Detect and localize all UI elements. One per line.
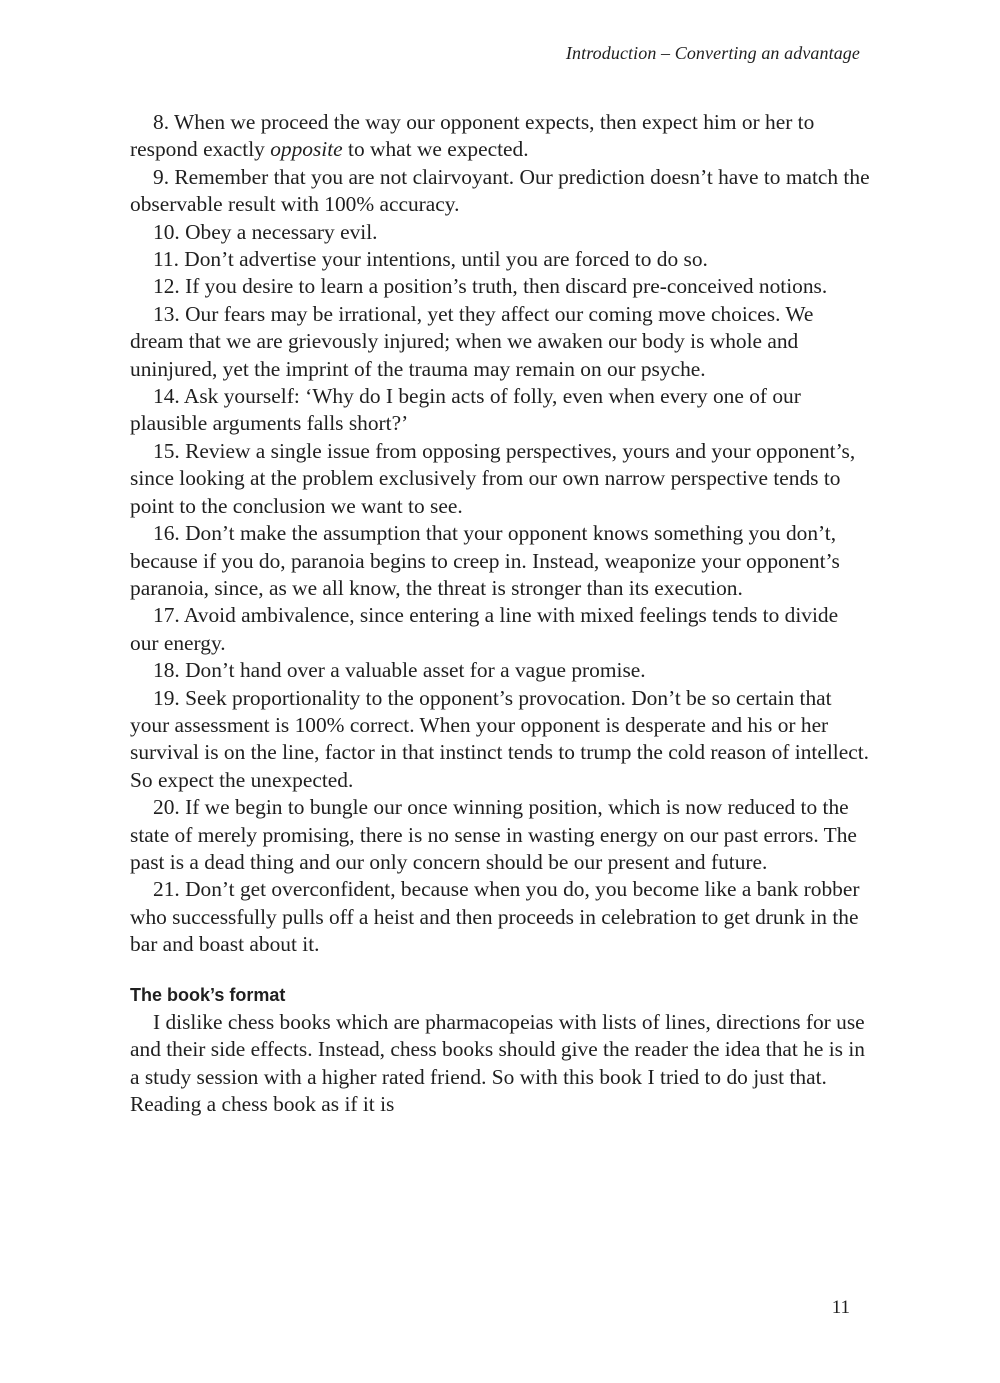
body-text — [130, 109, 870, 1119]
list-item: 11. Don’t advertise your intentions, until you are forced to do so. — [153, 247, 708, 272]
list-item: 8. When we proceed the way our opponent expects, then expect him or her to respond exactly opposite to what we expected. — [130, 110, 815, 162]
list-item: 15. Review a single issue from opposing perspectives, yours and your opponent’s, since looking at the problem exclusively from our own narrow perspective tends to point to the conclusion we want to see. — [130, 438, 856, 518]
list-item: 17. Avoid ambivalence, since entering a line with mixed feelings tends to divide our energy. — [130, 603, 839, 655]
section-paragraph: I dislike chess books which are pharmacopeias with lists of lines, directions for use and their side effects. Instead, chess books should give the reader the idea that he is in a study session with a higher rated friend. So with this book I tried to do just that. Reading a chess book as if it is — [130, 1010, 865, 1117]
section-heading: The book’s format — [130, 984, 286, 1005]
list-item: 16. Don’t make the assumption that your opponent knows something you don’t, because if you do, paranoia begins to creep in. Instead, weaponize your opponent’s paranoia, since, as we all know, the threat is stronger than its execution. — [130, 521, 840, 600]
emphasis: opposite — [270, 137, 343, 162]
list-item: 19. Seek proportionality to the opponent’s provocation. Don’t be so certain that your assessment is 100% correct. When your opponent is desperate and his or her survival is on the line, factor in that instinct tends to trump the cold reason of intellect. So expect the unexpected. — [130, 685, 869, 792]
list-item: 10. Obey a necessary evil. — [153, 219, 378, 244]
list-item: 20. If we begin to bungle our once winning position, which is now reduced to the state of merely promising, there is no sense in wasting energy on our past errors. The past is a dead thing and our only concern should be our present and future. — [130, 795, 857, 874]
list-item: 9. Remember that you are not clairvoyant. Our prediction doesn’t have to match the observable result with 100% accuracy. — [130, 164, 870, 217]
list-item: 13. Our fears may be irrational, yet they affect our coming move choices. We dream that we are grievously injured; when we awaken our body is whole and uninjured, yet the imprint of the trauma may remain on our psyche. — [130, 301, 814, 381]
list-item: 12. If you desire to learn a position’s truth, then discard pre-conceived notions. — [153, 274, 828, 299]
page-number: 11 — [831, 1297, 850, 1318]
list-item: 14. Ask yourself: ‘Why do I begin acts of folly, even when every one of our plausible arguments falls short?’ — [130, 384, 801, 436]
running-head: Introduction – Converting an advantage — [565, 43, 860, 63]
list-item: 18. Don’t hand over a valuable asset for a vague promise. — [153, 658, 646, 683]
list-item: 21. Don’t get overconfident, because when you do, you become like a bank robber who successfully pulls off a heist and then proceeds in celebration to get drunk in the bar and boast about it. — [130, 877, 860, 957]
